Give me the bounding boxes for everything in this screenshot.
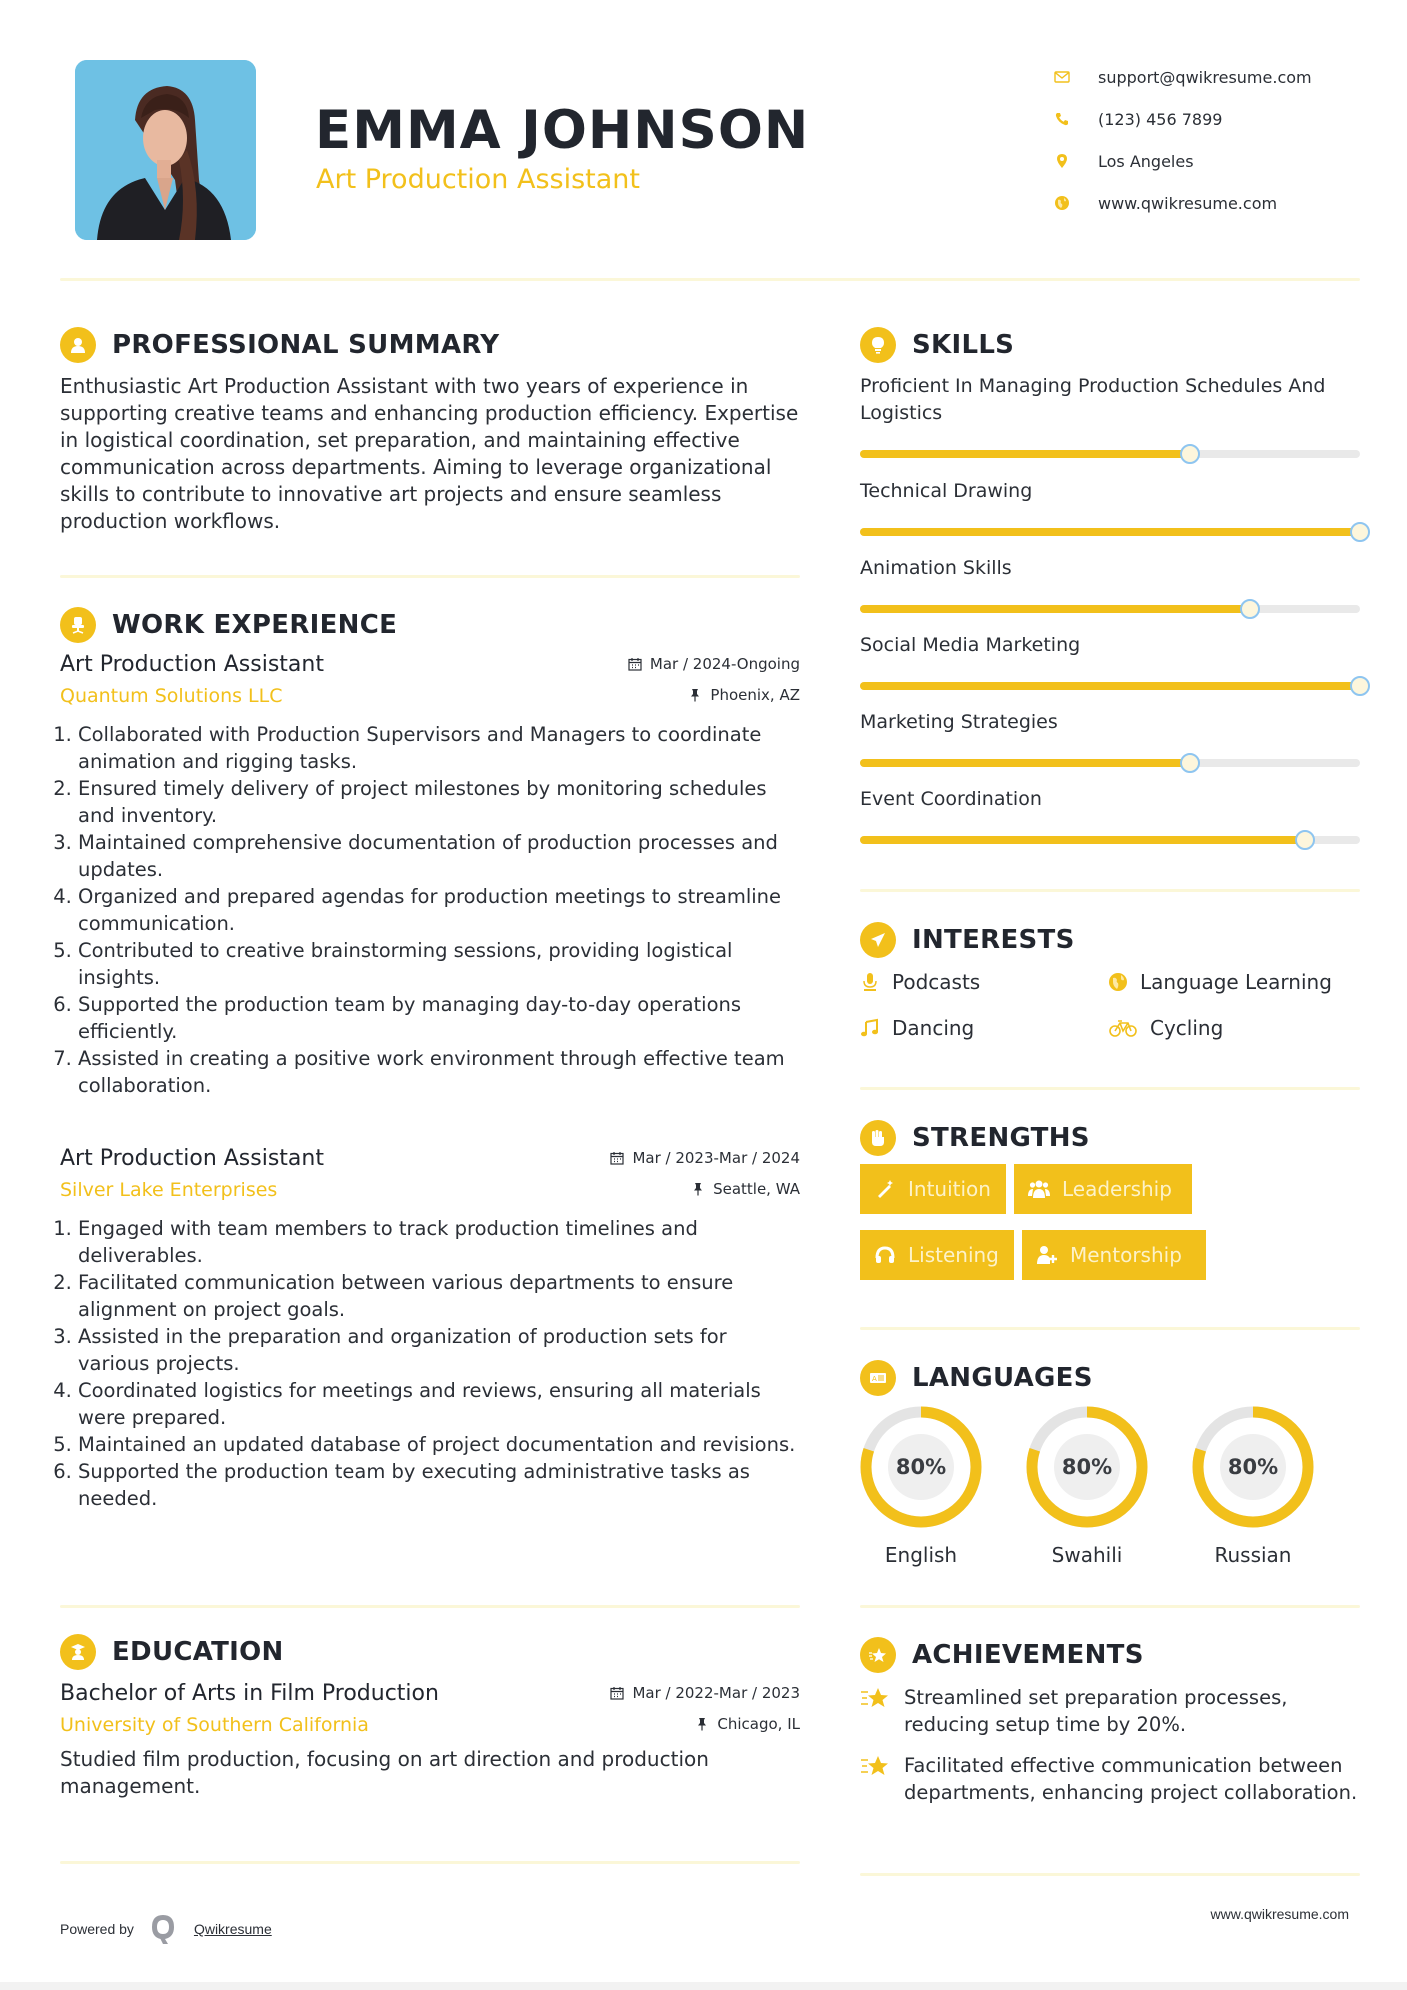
skill-label: Proficient In Managing Production Schedules And Logistics xyxy=(860,375,1326,424)
section-divider xyxy=(860,1327,1360,1330)
section-title: ACHIEVEMENTS xyxy=(912,1640,1144,1670)
pushpin-icon xyxy=(688,688,702,702)
skill-label: Animation Skills xyxy=(860,557,1012,579)
section-heading-achievements xyxy=(860,1637,1144,1673)
interest-item: Cycling xyxy=(1108,1016,1223,1040)
skill-knob xyxy=(1295,830,1315,850)
job-company: Silver Lake Enterprises xyxy=(60,1179,278,1201)
pushpin-icon xyxy=(691,1182,705,1196)
globe-icon xyxy=(1054,195,1070,211)
section-title: STRENGTHS xyxy=(912,1123,1090,1153)
language-percent: 80% xyxy=(1061,1455,1113,1479)
education-location: Chicago, IL xyxy=(695,1715,800,1733)
fist-icon xyxy=(860,1120,896,1156)
skill-knob xyxy=(1350,522,1370,542)
section-heading-skills xyxy=(860,327,1014,363)
lightbulb-icon xyxy=(860,327,896,363)
duty-item: 3. Assisted in the preparation and organization of production sets for various projects. xyxy=(78,1323,800,1377)
language-item xyxy=(1025,1405,1149,1567)
duty-item: 3. Maintained comprehensive documentation of production processes and updates. xyxy=(78,829,800,883)
section-title: WORK EXPERIENCE xyxy=(112,610,398,640)
job-entry xyxy=(60,1146,800,1512)
duty-item: 4. Organized and prepared agendas for production meetings to streamline communication. xyxy=(78,883,800,937)
graduate-icon xyxy=(60,1634,96,1670)
calendar-icon xyxy=(628,657,642,671)
candidate-title: Art Production Assistant xyxy=(316,164,640,195)
contact-location-text: Los Angeles xyxy=(1098,151,1194,171)
section-divider xyxy=(60,575,800,578)
language-percent: 80% xyxy=(895,1455,947,1479)
skill-bar xyxy=(860,836,1360,844)
job-entry xyxy=(60,652,800,1099)
section-title: INTERESTS xyxy=(912,925,1075,955)
page-bottom-band xyxy=(0,1982,1407,1990)
skill-bar xyxy=(860,605,1360,613)
duty-item: 2. Ensured timely delivery of project milestones by monitoring schedules and inventory. xyxy=(78,775,800,829)
achievement-item: Streamlined set preparation processes, reducing setup time by 20%. xyxy=(860,1684,1360,1738)
office-chair-icon xyxy=(60,607,96,643)
profile-photo xyxy=(75,60,256,240)
headphones-icon xyxy=(874,1244,896,1266)
education-dates: Mar / 2022-Mar / 2023 xyxy=(610,1684,800,1702)
paper-plane-icon xyxy=(860,922,896,958)
skill-item xyxy=(860,632,1360,690)
interest-item: Language Learning xyxy=(1108,970,1332,994)
user-icon xyxy=(60,327,96,363)
language-icon xyxy=(860,1360,896,1396)
achievement-item: Facilitated effective communication between departments, enhancing project collaboration. xyxy=(860,1752,1360,1806)
footer-website[interactable]: www.qwikresume.com xyxy=(1210,1906,1349,1922)
contact-email-text: support@qwikresume.com xyxy=(1098,67,1312,87)
skill-label: Event Coordination xyxy=(860,788,1042,810)
job-dates: Mar / 2024-Ongoing xyxy=(628,655,800,673)
skill-bar xyxy=(860,450,1360,458)
language-percent: 80% xyxy=(1227,1455,1279,1479)
contact-phone[interactable] xyxy=(1050,98,1312,140)
duty-item: 6. Supported the production team by managing day-to-day operations efficiently. xyxy=(78,991,800,1045)
language-item xyxy=(859,1405,983,1567)
globe-icon xyxy=(1108,972,1128,992)
section-title: SKILLS xyxy=(912,330,1015,360)
degree-title: Bachelor of Arts in Film Production xyxy=(60,1681,439,1706)
contact-website[interactable] xyxy=(1050,182,1312,224)
school-name: University of Southern California xyxy=(60,1714,369,1736)
qwikresume-link[interactable]: Qwikresume xyxy=(193,1921,272,1937)
skill-item xyxy=(860,555,1360,613)
header-divider xyxy=(60,278,1360,281)
job-duties-list xyxy=(60,721,800,1099)
section-heading-interests xyxy=(860,922,1075,958)
job-dates: Mar / 2023-Mar / 2024 xyxy=(610,1149,800,1167)
education-description: Studied film production, focusing on art direction and production management. xyxy=(60,1747,709,1798)
duty-item: 7. Assisted in creating a positive work environment through effective team collaboration. xyxy=(78,1045,800,1099)
shooting-star-icon xyxy=(860,1686,890,1712)
skill-item xyxy=(860,786,1360,844)
skill-knob xyxy=(1180,444,1200,464)
skill-knob xyxy=(1350,676,1370,696)
calendar-icon xyxy=(610,1151,624,1165)
footer-powered-by: Powered by Qwikresume xyxy=(60,1912,272,1946)
section-title: LANGUAGES xyxy=(912,1363,1093,1393)
section-divider xyxy=(860,889,1360,892)
language-name: Russian xyxy=(1214,1543,1292,1567)
candidate-name: EMMA JOHNSON xyxy=(315,100,810,161)
duty-item: 1. Collaborated with Production Supervisors and Managers to coordinate animation and rigging tasks. xyxy=(78,721,800,775)
skill-item xyxy=(860,373,1360,458)
strength-tag: Intuition xyxy=(860,1164,1006,1214)
section-title: PROFESSIONAL SUMMARY xyxy=(112,330,500,360)
section-heading-strengths xyxy=(860,1120,1090,1156)
users-icon xyxy=(1028,1178,1050,1200)
contact-phone-text: (123) 456 7899 xyxy=(1098,109,1223,129)
section-heading-education xyxy=(60,1634,284,1670)
section-heading-experience xyxy=(60,607,397,643)
phone-icon xyxy=(1054,111,1070,127)
envelope-icon xyxy=(1054,69,1070,85)
contact-location xyxy=(1050,140,1312,182)
skill-bar xyxy=(860,528,1360,536)
contact-email[interactable] xyxy=(1050,56,1312,98)
job-duties-list xyxy=(60,1215,800,1512)
job-company: Quantum Solutions LLC xyxy=(60,685,283,707)
trophy-star-icon xyxy=(860,1637,896,1673)
duty-item: 5. Maintained an updated database of project documentation and revisions. xyxy=(78,1431,800,1458)
strength-tag: Listening xyxy=(860,1230,1014,1280)
education-entry xyxy=(60,1681,800,1800)
section-divider xyxy=(60,1861,800,1864)
section-divider xyxy=(860,1087,1360,1090)
section-heading-languages xyxy=(860,1360,1093,1396)
language-name: Swahili xyxy=(1051,1543,1123,1567)
shooting-star-icon xyxy=(860,1754,890,1780)
section-divider xyxy=(860,1873,1360,1876)
map-marker-icon xyxy=(1054,153,1070,169)
microphone-icon xyxy=(860,972,880,992)
magic-wand-icon xyxy=(874,1178,896,1200)
skill-bar xyxy=(860,759,1360,767)
section-divider xyxy=(860,1605,1360,1608)
skill-knob xyxy=(1180,753,1200,773)
duty-item: 1. Engaged with team members to track production timelines and deliverables. xyxy=(78,1215,800,1269)
skill-item xyxy=(860,709,1360,767)
contact-list xyxy=(1050,56,1312,224)
bicycle-icon xyxy=(1108,1018,1138,1038)
svg-text:A: A xyxy=(872,1375,877,1383)
section-title: EDUCATION xyxy=(112,1637,284,1667)
job-location: Seattle, WA xyxy=(691,1180,800,1198)
strength-tag: Mentorship xyxy=(1022,1230,1206,1280)
pushpin-icon xyxy=(695,1717,709,1731)
user-plus-icon xyxy=(1036,1244,1058,1266)
duty-item: 5. Contributed to creative brainstorming sessions, providing logistical insights. xyxy=(78,937,800,991)
person-portrait-icon xyxy=(75,60,256,240)
language-name: English xyxy=(884,1543,958,1567)
job-location: Phoenix, AZ xyxy=(688,686,800,704)
section-heading-summary xyxy=(60,327,499,363)
job-title: Art Production Assistant xyxy=(60,1146,324,1171)
music-note-icon xyxy=(860,1018,880,1038)
skill-label: Technical Drawing xyxy=(860,480,1033,502)
skill-item xyxy=(860,478,1360,536)
qwikresume-logo-icon xyxy=(148,1912,178,1946)
calendar-icon xyxy=(610,1686,624,1700)
language-item xyxy=(1191,1405,1315,1567)
contact-website-text: www.qwikresume.com xyxy=(1098,193,1278,213)
skill-bar xyxy=(860,682,1360,690)
section-divider xyxy=(60,1605,800,1608)
duty-item: 2. Facilitated communication between various departments to ensure alignment on project goals. xyxy=(78,1269,800,1323)
duty-item: 4. Coordinated logistics for meetings and reviews, ensuring all materials were prepared. xyxy=(78,1377,800,1431)
interest-item: Dancing xyxy=(860,1016,974,1040)
strength-tag: Leadership xyxy=(1014,1164,1192,1214)
skill-label: Social Media Marketing xyxy=(860,634,1081,656)
summary-text: Enthusiastic Art Production Assistant with two years of experience in supporting creative teams and enhancing production efficiency. Expertise in logistical coordination, set preparation, and maintaining effective communication across departments. Aiming to leverage organizational skills to contribute to innovative art projects and ensure seamless production workflows. xyxy=(60,374,799,533)
skill-knob xyxy=(1240,599,1260,619)
interest-item: Podcasts xyxy=(860,970,980,994)
skill-label: Marketing Strategies xyxy=(860,711,1058,733)
duty-item: 6. Supported the production team by executing administrative tasks as needed. xyxy=(78,1458,800,1512)
job-title: Art Production Assistant xyxy=(60,652,324,677)
